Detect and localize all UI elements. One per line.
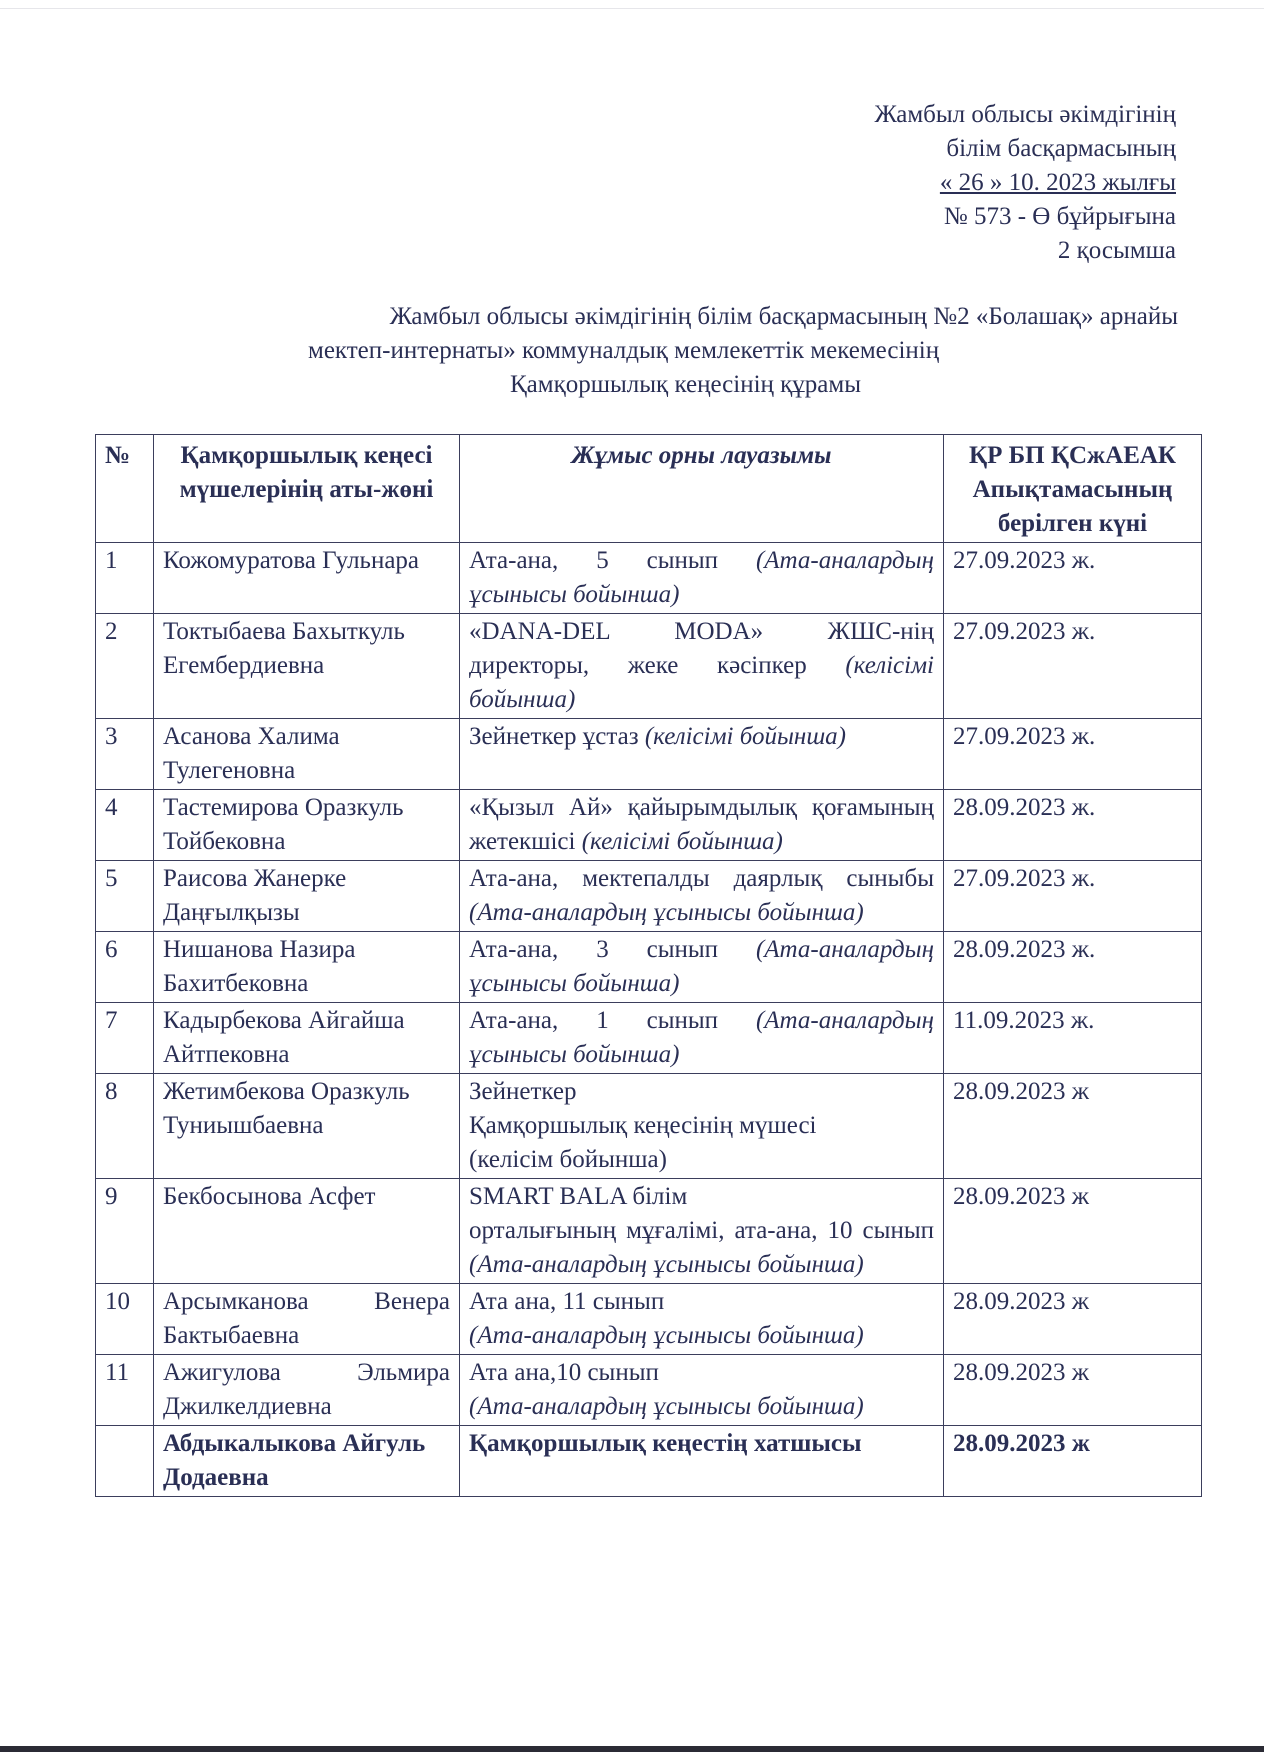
row-name: Абдыкалыкова Айгуль Додаевна [154, 1426, 460, 1497]
position-note: (Ата-аналардың ұсынысы бойынша) [469, 1393, 864, 1420]
row-num: 10 [96, 1284, 154, 1355]
title-line-1: Жамбыл облысы әкімдігінің білім басқармасының №2 «Болашақ» арнайы [389, 303, 1178, 330]
position-text: Ата-ана, 5 сынып [469, 547, 719, 574]
table-header-row [96, 435, 1202, 543]
row-num: 4 [96, 790, 154, 861]
row-date: 28.09.2023 ж. [944, 790, 1202, 861]
appendix-header [874, 98, 1176, 268]
row-num: 2 [96, 614, 154, 719]
position-text: «DANA-DEL MODA» ЖШС-нің директоры, жеке кәсіпкер [469, 618, 934, 679]
row-num [96, 1426, 154, 1497]
row-date: 27.09.2023 ж. [944, 543, 1202, 614]
position-text: Ата-ана, мектепалды даярлық сыныбы [469, 865, 934, 892]
row-name: Раисова Жанерке Даңғылқызы [154, 861, 460, 932]
row-name: Тастемирова Оразкуль Тойбековна [154, 790, 460, 861]
position-note: (келісімі бойынша) [581, 828, 783, 855]
row-position [460, 861, 944, 932]
table-row [96, 1074, 1202, 1179]
header-line-2: білім басқармасының [946, 135, 1176, 162]
title-line-2: мектеп-интернаты» коммуналдық мемлекеттік мекемесінің [308, 337, 940, 364]
row-position [460, 719, 944, 790]
position-text: «Қызыл Ай» қайырымдылық қоғамының жетекшісі [469, 794, 934, 855]
row-date: 28.09.2023 ж [944, 1426, 1202, 1497]
row-position [460, 790, 944, 861]
row-num: 11 [96, 1355, 154, 1426]
table-row [96, 1179, 1202, 1284]
position-text: орталығының мұғалімі, ата-ана, 10 сынып [469, 1217, 934, 1244]
table-row [96, 1355, 1202, 1426]
row-date: 28.09.2023 ж [944, 1355, 1202, 1426]
row-name: Жетимбекова Оразкуль Туниышбаевна [154, 1074, 460, 1179]
row-date: 27.09.2023 ж. [944, 614, 1202, 719]
title-line-3: Қамқоршылық кеңесінің құрамы [510, 371, 862, 398]
row-position [460, 1179, 944, 1284]
row-name: Ажигулова Эльмира Джилкелдиевна [154, 1355, 460, 1426]
header-date: ҚР БП ҚСжАЕАК Апықтамасының берілген күні [944, 435, 1202, 543]
position-text: Ата-ана, 3 сынып [469, 936, 719, 963]
row-position [460, 932, 944, 1003]
row-num: 3 [96, 719, 154, 790]
row-date: 28.09.2023 ж [944, 1284, 1202, 1355]
row-num: 9 [96, 1179, 154, 1284]
position-note: (Ата-аналардың ұсынысы бойынша) [469, 936, 934, 997]
position-line: Ата ана, 11 сынып [469, 1288, 665, 1315]
row-name: Арсымканова Венера Бактыбаевна [154, 1284, 460, 1355]
header-num: № [96, 435, 154, 543]
row-date: 27.09.2023 ж. [944, 861, 1202, 932]
header-line-3: « 26 » 10. 2023 жылғы [939, 169, 1176, 196]
table-row [96, 861, 1202, 932]
row-date: 27.09.2023 ж. [944, 719, 1202, 790]
page-edge [0, 8, 1264, 9]
row-num: 1 [96, 543, 154, 614]
header-position: Жұмыс орны лауазымы [460, 435, 944, 543]
table-row [96, 932, 1202, 1003]
header-line-4: № 573 - Ө бұйрығына [943, 203, 1176, 230]
position-line: Ата ана,10 сынып [469, 1359, 659, 1386]
table-row-secretary [96, 1426, 1202, 1497]
row-position [460, 543, 944, 614]
position-text: Ата-ана, 1 сынып [469, 1007, 719, 1034]
row-date: 28.09.2023 ж [944, 1074, 1202, 1179]
row-date: 11.09.2023 ж. [944, 1003, 1202, 1074]
row-name: Бекбосынова Асфет [154, 1179, 460, 1284]
row-position [460, 1003, 944, 1074]
position-note: (Ата-аналардың ұсынысы бойынша) [469, 1251, 864, 1278]
table-row [96, 614, 1202, 719]
position-line: SMART BALA білім [469, 1183, 688, 1210]
header-line-1: Жамбыл облысы әкімдігінің [874, 101, 1176, 128]
position-note: (келісімі бойынша) [469, 652, 934, 713]
table-row [96, 543, 1202, 614]
position-line: (келісім бойынша) [469, 1146, 667, 1173]
row-name: Кожомуратова Гульнара [154, 543, 460, 614]
header-line-5: 2 қосымша [1057, 237, 1176, 264]
position-note: (келісімі бойынша) [644, 723, 847, 750]
row-position [460, 1426, 944, 1497]
position-note: (Ата-аналардың ұсынысы бойынша) [469, 899, 864, 926]
row-date: 28.09.2023 ж. [944, 932, 1202, 1003]
row-position [460, 1074, 944, 1179]
members-table [95, 434, 1202, 1497]
row-name: Асанова Халима Тулегеновна [154, 719, 460, 790]
row-position [460, 1355, 944, 1426]
table-row [96, 1284, 1202, 1355]
position-text: Зейнеткер ұстаз [469, 723, 639, 750]
table-row [96, 1003, 1202, 1074]
row-position [460, 614, 944, 719]
row-num: 6 [96, 932, 154, 1003]
table-row [96, 790, 1202, 861]
position-note: (Ата-аналардың ұсынысы бойынша) [469, 547, 934, 608]
row-name: Нишанова Назира Бахитбековна [154, 932, 460, 1003]
position-line: Қамқоршылық кеңестің хатшысы [469, 1430, 862, 1457]
header-name: Қамқоршылық кеңесі мүшелерінің аты-жөні [154, 435, 460, 543]
document-title [200, 300, 1190, 402]
row-num: 5 [96, 861, 154, 932]
row-date: 28.09.2023 ж [944, 1179, 1202, 1284]
position-line: Қамқоршылық кеңесінің мүшесі [469, 1112, 817, 1139]
row-num: 7 [96, 1003, 154, 1074]
position-line: Зейнеткер [469, 1078, 577, 1105]
table-row [96, 719, 1202, 790]
row-name: Кадырбекова Айгайша Айтпековна [154, 1003, 460, 1074]
row-num: 8 [96, 1074, 154, 1179]
position-note: (Ата-аналардың ұсынысы бойынша) [469, 1322, 864, 1349]
row-position [460, 1284, 944, 1355]
row-name: Токтыбаева Бахыткуль Егембердиевна [154, 614, 460, 719]
position-note: (Ата-аналардың ұсынысы бойынша) [469, 1007, 934, 1068]
scan-edge [0, 1746, 1264, 1752]
